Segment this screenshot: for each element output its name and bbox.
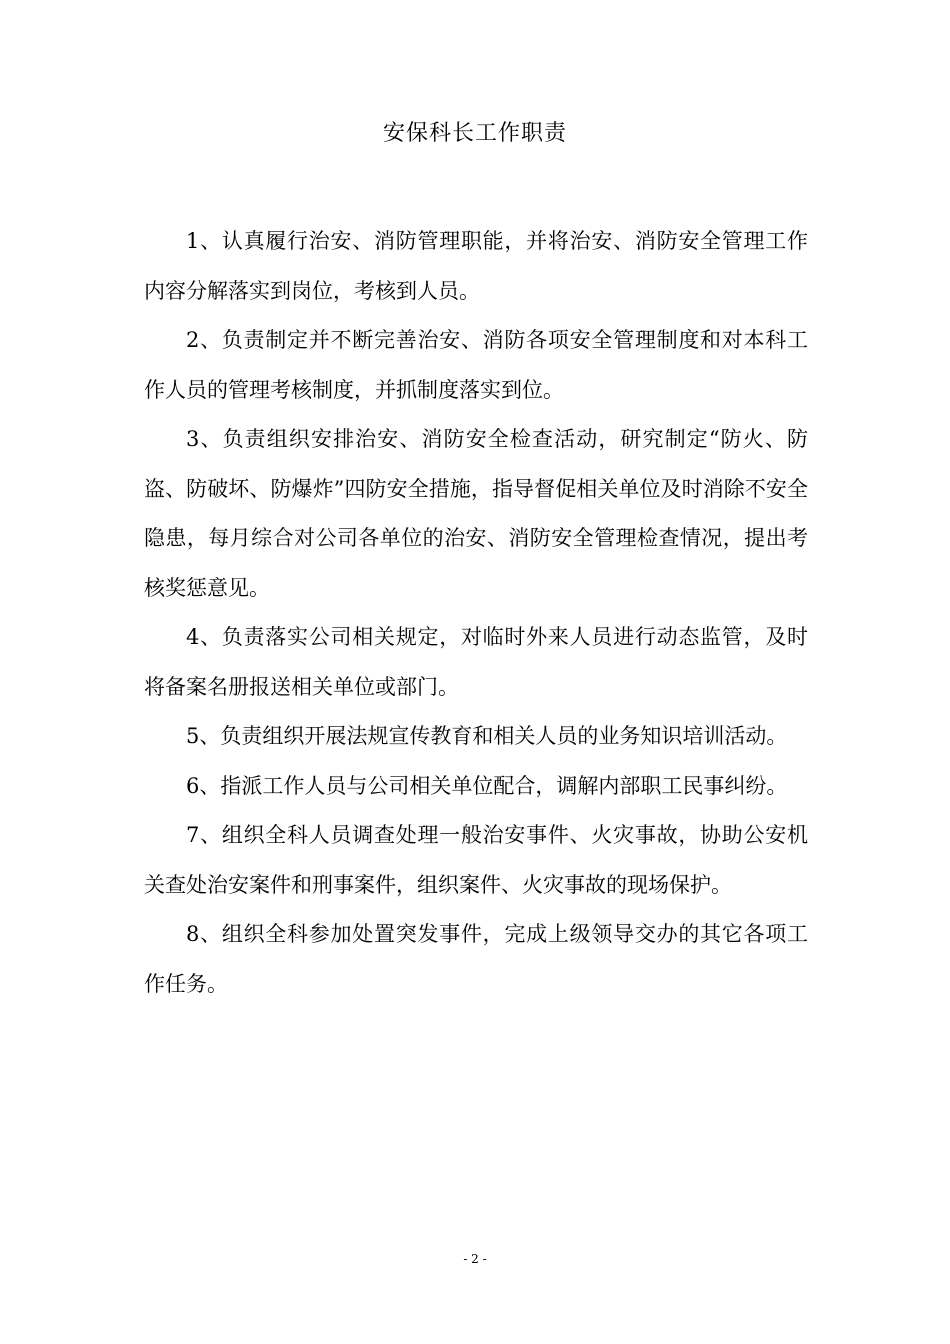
duty-paragraph-4: 4、负责落实公司相关规定，对临时外来人员进行动态监管，及时将备案名册报送相关单位或部门。 <box>144 625 808 699</box>
duty-paragraph-7: 7、组织全科人员调查处理一般治安事件、火灾事故，协助公安机关查处治安案件和刑事案件，组织案件、火灾事故的现场保护。 <box>144 823 808 897</box>
document-title: 安保科长工作职责 <box>382 121 567 146</box>
duty-paragraph-6: 6、指派工作人员与公司相关单位配合，调解内部职工民事纠纷。 <box>186 773 788 798</box>
duty-paragraph-8: 8、组织全科参加处置突发事件，完成上级领导交办的其它各项工作任务。 <box>144 922 808 996</box>
page-number: - 2 - <box>463 1252 487 1266</box>
duty-paragraph-1: 1、认真履行治安、消防管理职能，并将治安、消防安全管理工作内容分解落实到岗位，考核到人员。 <box>144 229 808 303</box>
duty-paragraph-2: 2、负责制定并不断完善治安、消防各项安全管理制度和对本科工作人员的管理考核制度，并抓制度落实到位。 <box>144 328 808 402</box>
duty-paragraph-5: 5、负责组织开展法规宣传教育和相关人员的业务知识培训活动。 <box>186 724 788 748</box>
document-body <box>144 217 808 1009</box>
duty-paragraph-3: 3、负责组织安排治安、消防安全检查活动，研究制定“防火、防盗、防破坏、防爆炸”四防安全措施，指导督促相关单位及时消除不安全隐患，每月综合对公司各单位的治安、消防安全管理检查情况，提出考核奖惩意见。 <box>144 427 808 600</box>
